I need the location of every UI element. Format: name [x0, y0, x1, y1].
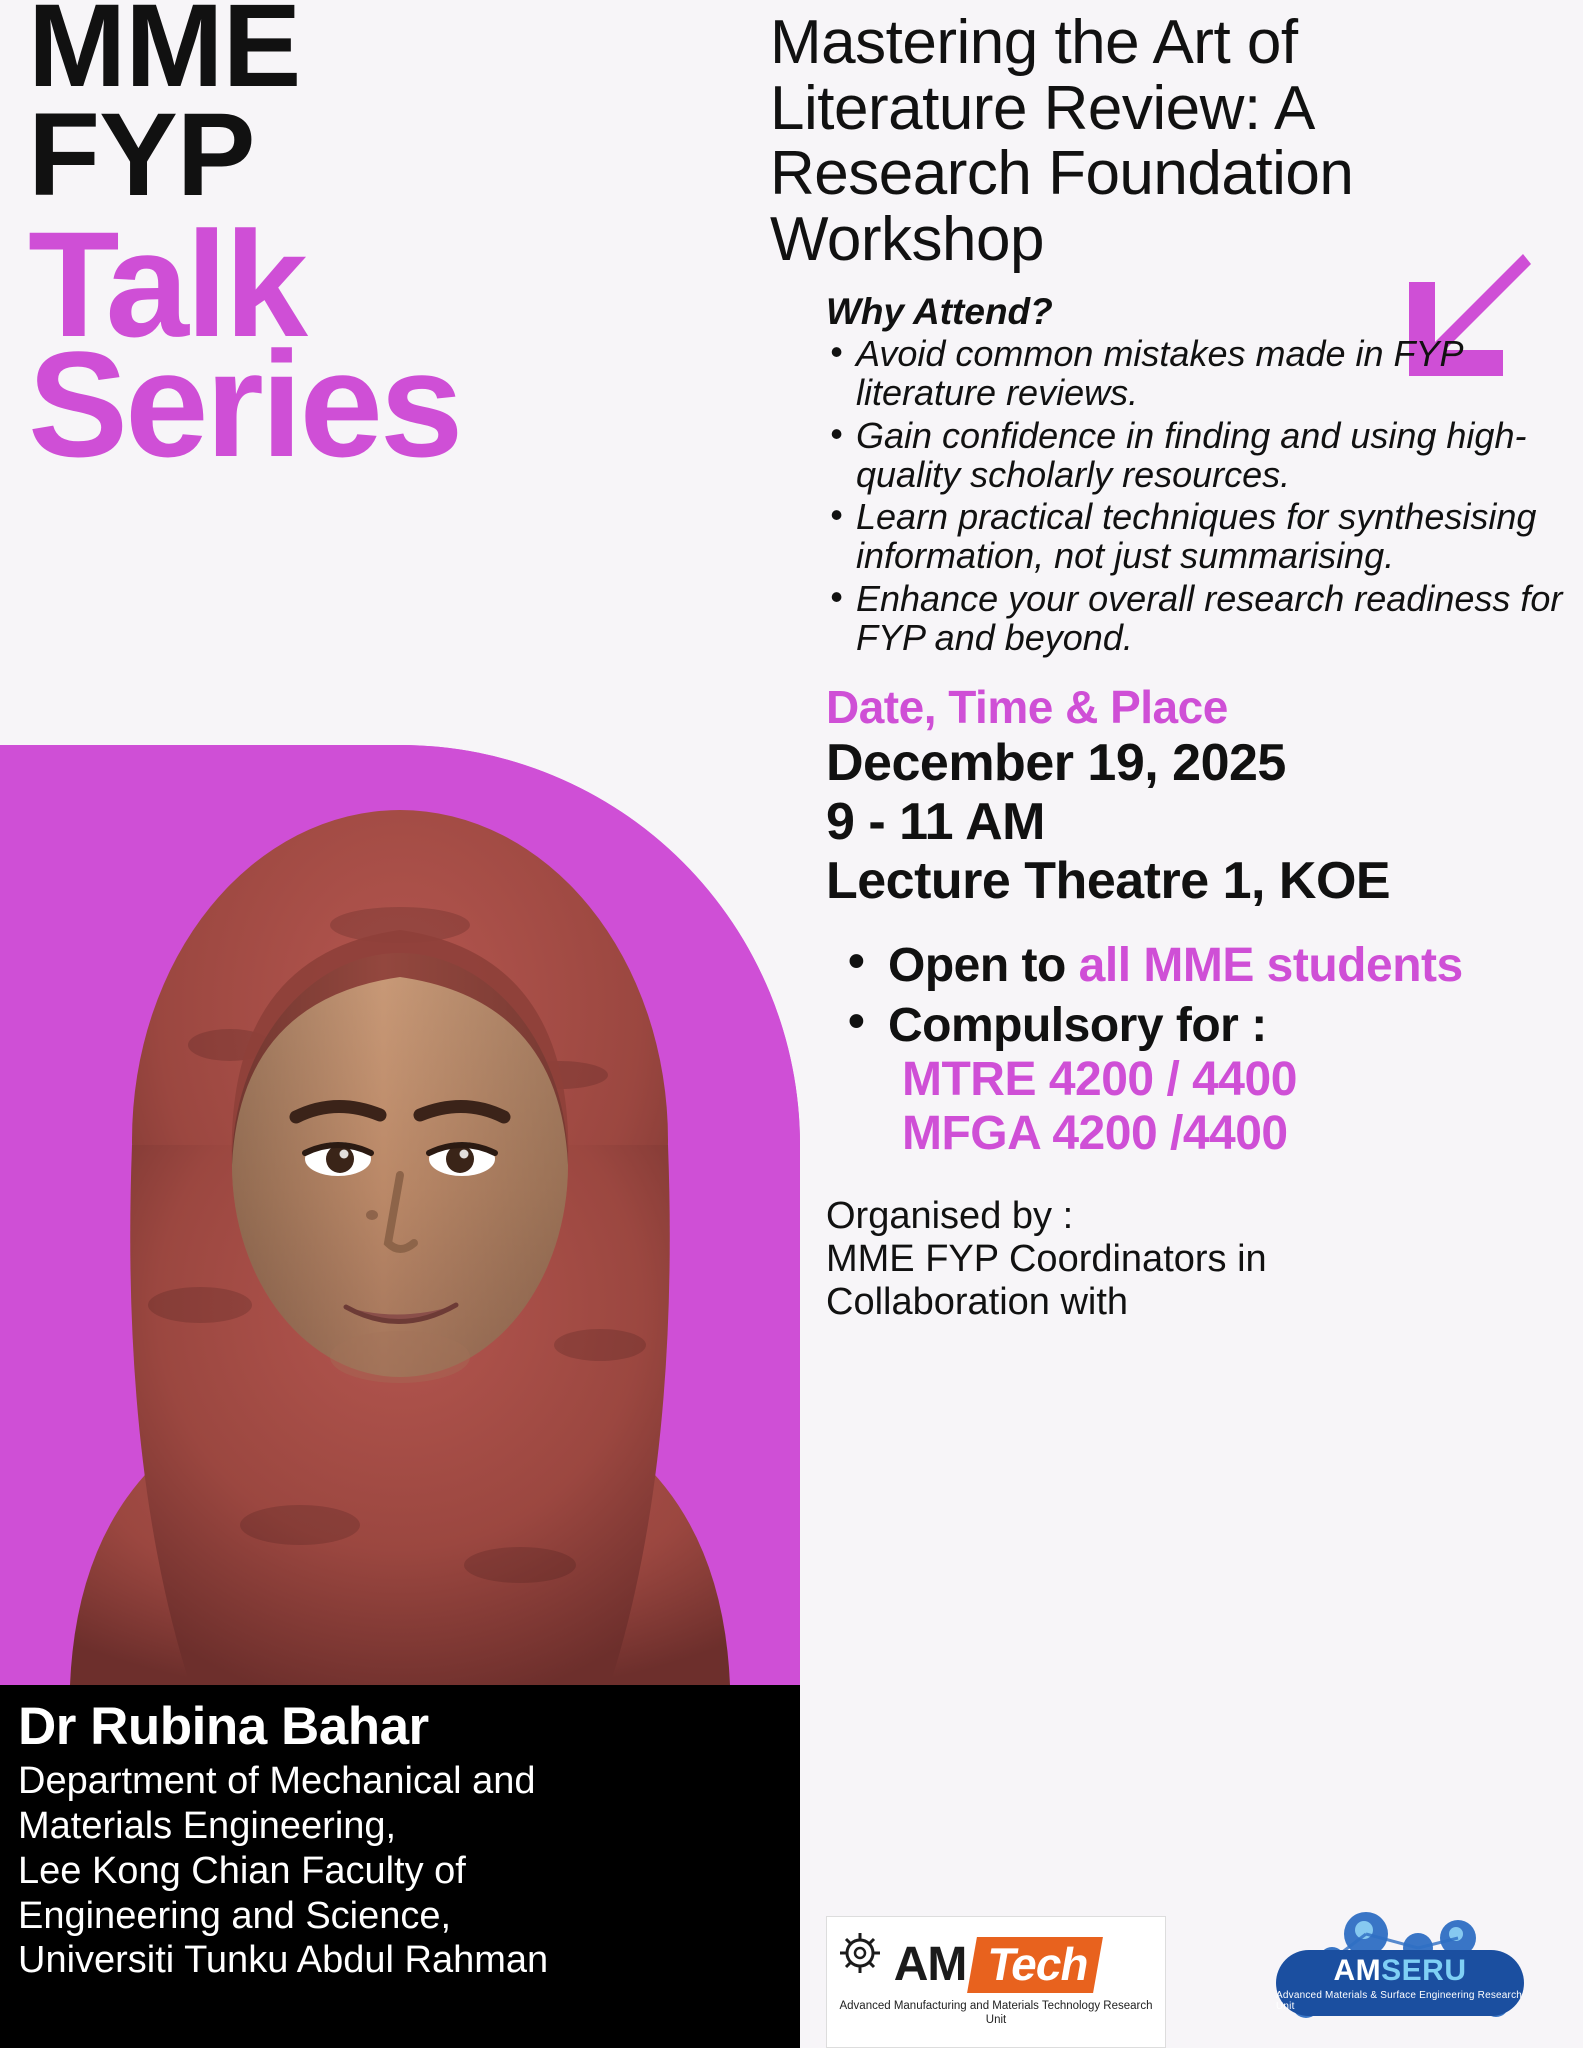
audience-compulsory — [848, 1000, 1565, 1160]
course-code: MFGA 4200 /4400 — [902, 1107, 1288, 1161]
amtech-subtitle: Advanced Manufacturing and Materials Technology Research Unit — [839, 1999, 1153, 2026]
details-date: December 19, 2025 — [826, 733, 1286, 792]
list-item: • Gain confidence in finding and using high-quality scholarly resources. — [826, 417, 1565, 495]
speaker-affiliation-line: Universiti Tunku Abdul Rahman — [18, 1939, 549, 1982]
details-heading: Date, Time & Place — [826, 680, 1228, 733]
speaker-affiliation-line: Department of Mechanical and — [18, 1760, 536, 1803]
amseru-logo — [1246, 1908, 1546, 2048]
brand-line-mme: MME — [28, 0, 301, 112]
amtech-tech-text: Tech — [967, 1937, 1103, 1993]
organised-by — [768, 1195, 1565, 1325]
amtech-wordmark — [894, 1937, 1099, 1993]
details-venue: Lecture Theatre 1, KOE — [826, 852, 1391, 911]
speaker-affiliation-line: Engineering and Science, — [18, 1894, 452, 1937]
amtech-am-text: AM — [893, 1938, 967, 1992]
logo-row — [826, 1898, 1566, 2048]
organised-line: Collaboration with — [826, 1281, 1129, 1324]
speaker-affiliation-line: Lee Kong Chian Faculty of — [18, 1849, 466, 1892]
talk-title: Mastering the Art of Literature Review: A Research Foundation Workshop — [770, 8, 1354, 275]
gear-icon — [835, 1931, 885, 1975]
list-item: • Learn practical techniques for synthesising information, not just summarising. — [826, 498, 1565, 576]
amseru-badge — [1276, 1950, 1524, 2016]
course-code: MTRE 4200 / 4400 — [902, 1053, 1297, 1107]
speaker-affiliation — [18, 1759, 780, 1983]
list-item: • Enhance your overall research readiness for FYP and beyond. — [826, 580, 1565, 658]
brand-line-talk: Talk — [28, 200, 306, 369]
brand-line-series: Series — [28, 320, 461, 489]
why-attend-heading: Why Attend? — [826, 290, 1053, 332]
amtech-logo — [826, 1916, 1166, 2048]
organised-line: MME FYP Coordinators in — [826, 1238, 1267, 1281]
list-item: • Avoid common mistakes made in FYP literature reviews. — [826, 335, 1565, 413]
audience-open-prefix: Open to — [888, 938, 1079, 992]
amseru-wordmark — [1333, 1954, 1466, 1988]
why-attend-section — [768, 291, 1565, 658]
speaker-affiliation-line: Materials Engineering, — [18, 1805, 397, 1847]
amseru-am-text: AM — [1333, 1954, 1382, 1987]
audience-open-to — [848, 940, 1565, 993]
details-time: 9 - 11 AM — [826, 793, 1045, 852]
audience-list — [768, 940, 1565, 1161]
why-attend-list — [826, 332, 1565, 658]
amseru-subtitle: Advanced Materials & Surface Engineering Research Unit — [1276, 1990, 1523, 2012]
audience-compulsory-label: Compulsory for : — [888, 999, 1267, 1053]
amseru-seru-text: SERU — [1381, 1954, 1467, 1987]
right-column — [768, 0, 1583, 2048]
speaker-photo — [0, 745, 800, 1685]
organised-line: Organised by : — [826, 1194, 1074, 1237]
audience-open-highlight: all MME students — [1078, 938, 1463, 992]
speaker-info — [0, 1685, 800, 2048]
portrait-illustration — [0, 745, 800, 1685]
speaker-name: Dr Rubina Bahar — [18, 1697, 429, 1756]
brand-title — [28, 0, 788, 489]
brand-line-fyp: FYP — [28, 88, 255, 221]
